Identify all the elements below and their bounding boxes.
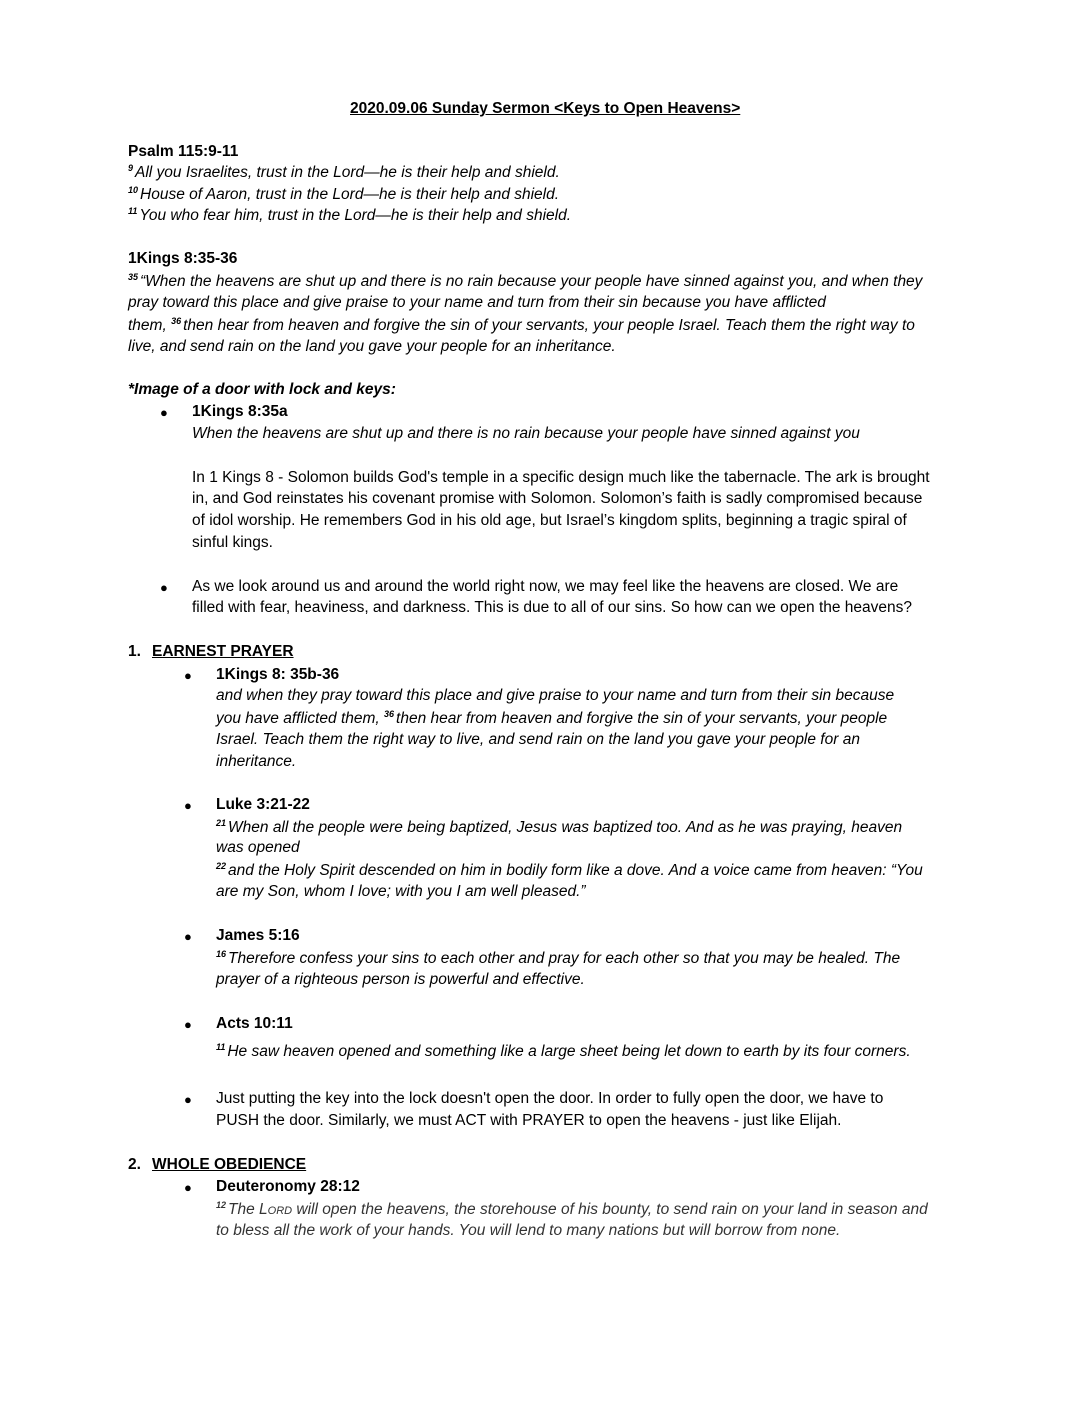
- bullet-a-para-line: in, and God reinstates his covenant promise with Solomon. Solomon’s faith is sadly compromised because: [192, 490, 923, 507]
- s1-item1-line: inheritance.: [216, 753, 297, 770]
- bullet-icon: ●: [184, 929, 192, 944]
- psalm-reference: Psalm 115:9-11: [128, 143, 239, 160]
- kings-line-1: $^{35}$ “When the heavens are shut up and there is no rain because your people have sinned against you, and when they: [128, 272, 923, 290]
- s1-item1-reference: 1Kings 8: 35b-36: [216, 666, 340, 683]
- bullet-icon: ●: [184, 1180, 192, 1195]
- s1-item5-line: PUSH the door. Similarly, we must ACT with PRAYER to open the heavens - just like Elijah.: [216, 1112, 842, 1129]
- s2-item1-reference: Deuteronomy 28:12: [216, 1178, 360, 1195]
- section-1-number: 1.: [128, 643, 141, 660]
- bullet-b-line: filled with fear, heaviness, and darkness. This is due to all of our sins. So how can we open the heavens?: [192, 599, 913, 616]
- psalm-verse-10: $^{10}$ House of Aaron, trust in the Lord—he is their help and shield.: [128, 185, 560, 203]
- section-1-heading: EARNEST PRAYER: [152, 643, 294, 660]
- s1-item4-line: $^{11}$ He saw heaven opened and something like a large sheet being let down to earth by its four corners.: [216, 1042, 911, 1060]
- psalm-verse-11: $^{11}$ You who fear him, trust in the Lord—he is their help and shield.: [128, 206, 572, 224]
- bullet-icon: ●: [160, 580, 168, 595]
- s1-item1-line: and when they pray toward this place and give praise to your name and turn from their sin because: [216, 687, 895, 704]
- bullet-a-para-line: sinful kings.: [192, 534, 273, 551]
- bullet-a-quote: When the heavens are shut up and there is no rain because your people have sinned against you: [192, 425, 860, 442]
- s1-item1-line: Israel. Teach them the right way to live, and send rain on the land you gave your people for an: [216, 731, 860, 748]
- kings-reference: 1Kings 8:35-36: [128, 250, 238, 267]
- s1-item2-line: $^{22}$ and the Holy Spirit descended on him in bodily form like a dove. And a voice came from heaven: “You: [216, 861, 923, 879]
- bullet-b-line: As we look around us and around the world right now, we may feel like the heavens are closed. We are: [192, 578, 899, 595]
- kings-line-4: live, and send rain on the land you gave your people for an inheritance.: [128, 338, 616, 355]
- s2-item1-line: $^{12}$ The Lord will open the heavens, the storehouse of his bounty, to send rain on your land in season and: [216, 1200, 928, 1218]
- bullet-icon: ●: [184, 798, 192, 813]
- s1-item1-line: you have afflicted them, $^{36}$ then hear from heaven and forgive the sin of your servants, your people: [216, 709, 888, 727]
- bullet-a-reference: 1Kings 8:35a: [192, 403, 288, 420]
- section-2-heading: WHOLE OBEDIENCE: [152, 1156, 307, 1173]
- s1-item2-line: $^{21}$ When all the people were being baptized, Jesus was baptized too. And as he was praying, heaven: [216, 818, 903, 836]
- s1-item5-line: Just putting the key into the lock doesn't open the door. In order to fully open the door, we have to: [216, 1090, 884, 1107]
- s1-item4-reference: Acts 10:11: [216, 1015, 293, 1032]
- s1-item2-reference: Luke 3:21-22: [216, 796, 310, 813]
- s2-item1-line: to bless all the work of your hands. You will lend to many nations but will borrow from none.: [216, 1222, 841, 1239]
- bullet-a-para-line: In 1 Kings 8 - Solomon builds God's temple in a specific design much like the tabernacle. The ark is brought: [192, 469, 930, 486]
- psalm-verse-9: $^9$ All you Israelites, trust in the Lord—he is their help and shield.: [128, 163, 560, 181]
- s1-item2-line: was opened: [216, 839, 300, 856]
- section-2-number: 2.: [128, 1156, 141, 1173]
- bullet-icon: ●: [184, 1017, 192, 1032]
- bullet-icon: ●: [184, 1092, 192, 1107]
- s1-item3-line: prayer of a righteous person is powerful and effective.: [216, 971, 585, 988]
- kings-line-3: them, $^{36}$ then hear from heaven and forgive the sin of your servants, your people Israel. Teach them the right way to: [128, 316, 915, 334]
- bullet-icon: ●: [160, 405, 168, 420]
- image-heading: *Image of a door with lock and keys:: [128, 381, 396, 398]
- bullet-a-para-line: of idol worship. He remembers God in his old age, but Israel’s kingdom splits, beginning a tragic spiral of: [192, 512, 907, 529]
- s1-item3-line: $^{16}$ Therefore confess your sins to each other and pray for each other so that you may be healed. The: [216, 949, 901, 967]
- s1-item2-line: are my Son, whom I love; with you I am well pleased.”: [216, 883, 586, 900]
- page-title: 2020.09.06 Sunday Sermon <Keys to Open Heavens>: [350, 100, 741, 117]
- s1-item3-reference: James 5:16: [216, 927, 300, 944]
- kings-line-2: pray toward this place and give praise to your name and turn from their sin because you have afflicted: [128, 294, 826, 311]
- bullet-icon: ●: [184, 668, 192, 683]
